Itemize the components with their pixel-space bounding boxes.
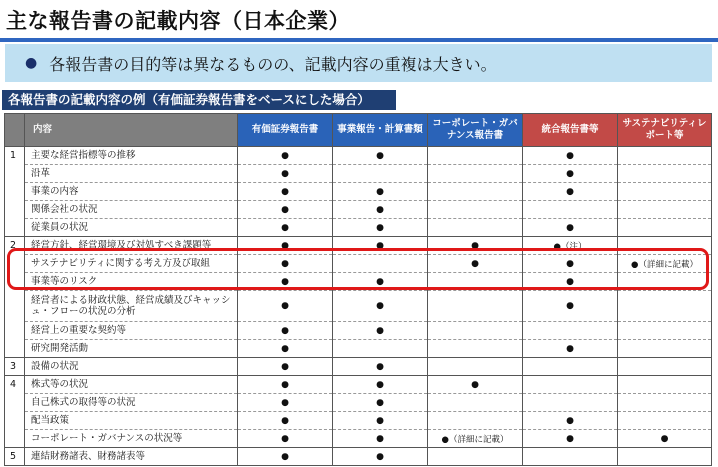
- cell-sustainability: [618, 183, 712, 201]
- bullet-icon: ●: [25, 55, 38, 71]
- cell-sustainability: [618, 147, 712, 165]
- cell-securities: ●: [238, 291, 333, 322]
- row-item: 経営上の重要な契約等: [25, 322, 238, 340]
- cell-sustainability: [618, 273, 712, 291]
- cell-business: ●: [333, 394, 428, 412]
- cell-securities: ●: [238, 183, 333, 201]
- header-business-report: 事業報告・計算書類: [333, 114, 428, 147]
- table-row: [5, 412, 712, 430]
- header-governance-report: コーポレート・ガバナンス報告書: [428, 114, 523, 147]
- cell-integrated: ●: [523, 412, 618, 430]
- table-row: [5, 237, 712, 255]
- row-item: サステナビリティに関する考え方及び取組: [25, 255, 238, 273]
- cell-governance: [428, 448, 523, 466]
- cell-integrated: ●: [523, 147, 618, 165]
- cell-sustainability: [618, 237, 712, 255]
- row-item: コーポレート・ガバナンスの状況等: [25, 430, 238, 448]
- table-caption: 各報告書の記載内容の例（有価証券報告書をベースにした場合）: [2, 90, 396, 110]
- header-sustainability-report: サステナビリティレポート等: [618, 114, 712, 147]
- cell-business: ●: [333, 291, 428, 322]
- cell-governance: ●: [428, 376, 523, 394]
- table-row: [5, 358, 712, 376]
- cell-securities: ●: [238, 237, 333, 255]
- table-row: [5, 201, 712, 219]
- row-number: 2: [5, 237, 25, 255]
- row-item: 沿革: [25, 165, 238, 183]
- table-row: [5, 376, 712, 394]
- cell-governance: [428, 165, 523, 183]
- cell-governance: [428, 340, 523, 358]
- cell-business: ●: [333, 376, 428, 394]
- header-integrated-report: 統合報告書等: [523, 114, 618, 147]
- cell-governance: [428, 183, 523, 201]
- cell-integrated: [523, 358, 618, 376]
- cell-governance: [428, 322, 523, 340]
- cell-integrated: ●: [523, 291, 618, 322]
- row-number: [5, 165, 25, 183]
- table-row: [5, 430, 712, 448]
- cell-business: ●: [333, 273, 428, 291]
- table-row: [5, 165, 712, 183]
- cell-integrated: ●: [523, 340, 618, 358]
- row-number: 1: [5, 147, 25, 165]
- cell-governance: [428, 273, 523, 291]
- cell-business: ●: [333, 358, 428, 376]
- title-underline: [0, 38, 718, 42]
- row-item: 経営方針、経営環境及び対処すべき課題等: [25, 237, 238, 255]
- cell-sustainability: ●（詳細に記載）: [618, 255, 712, 273]
- cell-securities: ●: [238, 219, 333, 237]
- row-number: [5, 291, 25, 322]
- row-item: 連結財務諸表、財務諸表等: [25, 448, 238, 466]
- cell-governance: ●（詳細に記載）: [428, 430, 523, 448]
- report-contents-table-wrap: [4, 113, 711, 463]
- row-item: 研究開発活動: [25, 340, 238, 358]
- cell-securities: ●: [238, 340, 333, 358]
- cell-governance: [428, 291, 523, 322]
- cell-governance: [428, 412, 523, 430]
- cell-integrated: [523, 376, 618, 394]
- cell-integrated: [523, 322, 618, 340]
- row-number: [5, 183, 25, 201]
- cell-governance: ●: [428, 237, 523, 255]
- row-number: 3: [5, 358, 25, 376]
- row-number: 4: [5, 376, 25, 394]
- summary-banner: [5, 44, 712, 82]
- cell-business: ●: [333, 219, 428, 237]
- cell-securities: ●: [238, 273, 333, 291]
- cell-securities: ●: [238, 201, 333, 219]
- header-number: [5, 114, 25, 147]
- cell-business: [333, 165, 428, 183]
- cell-governance: [428, 358, 523, 376]
- row-number: [5, 201, 25, 219]
- cell-sustainability: [618, 340, 712, 358]
- cell-business: ●: [333, 412, 428, 430]
- cell-business: ●: [333, 201, 428, 219]
- cell-sustainability: [618, 322, 712, 340]
- row-item: 株式等の状況: [25, 376, 238, 394]
- table-row: [5, 322, 712, 340]
- report-contents-table: [4, 113, 712, 466]
- row-number: [5, 219, 25, 237]
- cell-sustainability: [618, 201, 712, 219]
- cell-governance: [428, 219, 523, 237]
- table-row: [5, 219, 712, 237]
- cell-sustainability: [618, 394, 712, 412]
- cell-business: ●: [333, 448, 428, 466]
- cell-securities: ●: [238, 430, 333, 448]
- table-row: [5, 340, 712, 358]
- cell-integrated: [523, 394, 618, 412]
- cell-integrated: ●: [523, 183, 618, 201]
- table-row: [5, 255, 712, 273]
- cell-integrated: ●: [523, 219, 618, 237]
- row-number: [5, 340, 25, 358]
- table-row: [5, 291, 712, 322]
- summary-text: 各報告書の目的等は異なるものの、記載内容の重複は大きい。: [49, 54, 497, 74]
- cell-integrated: ●: [523, 273, 618, 291]
- cell-sustainability: [618, 291, 712, 322]
- cell-business: ●: [333, 183, 428, 201]
- cell-governance: ●: [428, 255, 523, 273]
- cell-governance: [428, 147, 523, 165]
- row-number: 5: [5, 448, 25, 466]
- cell-governance: [428, 201, 523, 219]
- table-row: [5, 394, 712, 412]
- cell-business: ●: [333, 237, 428, 255]
- row-item: 経営者による財政状態、経営成績及びキャッシュ・フローの状況の分析: [25, 291, 238, 322]
- cell-sustainability: [618, 219, 712, 237]
- table-row: [5, 147, 712, 165]
- cell-securities: ●: [238, 376, 333, 394]
- row-item: 事業の内容: [25, 183, 238, 201]
- cell-integrated: [523, 201, 618, 219]
- row-item: 主要な経営指標等の推移: [25, 147, 238, 165]
- header-securities-report: 有価証券報告書: [238, 114, 333, 147]
- row-number: [5, 255, 25, 273]
- cell-integrated: ●: [523, 430, 618, 448]
- row-item: 配当政策: [25, 412, 238, 430]
- row-item: 従業員の状況: [25, 219, 238, 237]
- cell-integrated: [523, 448, 618, 466]
- cell-securities: ●: [238, 255, 333, 273]
- cell-securities: ●: [238, 147, 333, 165]
- cell-securities: ●: [238, 322, 333, 340]
- cell-business: [333, 340, 428, 358]
- cell-sustainability: [618, 358, 712, 376]
- cell-sustainability: [618, 376, 712, 394]
- cell-sustainability: ●: [618, 430, 712, 448]
- row-number: [5, 430, 25, 448]
- row-item: 関係会社の状況: [25, 201, 238, 219]
- row-number: [5, 273, 25, 291]
- cell-business: ●: [333, 322, 428, 340]
- header-item: 内容: [25, 114, 238, 147]
- cell-sustainability: [618, 165, 712, 183]
- cell-integrated: ●（注）: [523, 237, 618, 255]
- row-item: 事業等のリスク: [25, 273, 238, 291]
- cell-governance: [428, 394, 523, 412]
- table-row: [5, 448, 712, 466]
- cell-business: [333, 255, 428, 273]
- cell-securities: ●: [238, 448, 333, 466]
- cell-business: ●: [333, 430, 428, 448]
- row-number: [5, 412, 25, 430]
- row-number: [5, 322, 25, 340]
- row-item: 設備の状況: [25, 358, 238, 376]
- table-row: [5, 183, 712, 201]
- page-title: 主な報告書の記載内容（日本企業）: [6, 9, 350, 33]
- cell-business: ●: [333, 147, 428, 165]
- cell-securities: ●: [238, 394, 333, 412]
- header-row: [5, 114, 712, 147]
- cell-securities: ●: [238, 165, 333, 183]
- table-row: [5, 273, 712, 291]
- cell-securities: ●: [238, 358, 333, 376]
- row-number: [5, 394, 25, 412]
- row-item: 自己株式の取得等の状況: [25, 394, 238, 412]
- cell-sustainability: [618, 412, 712, 430]
- cell-sustainability: [618, 448, 712, 466]
- cell-integrated: ●: [523, 165, 618, 183]
- cell-integrated: ●: [523, 255, 618, 273]
- cell-securities: ●: [238, 412, 333, 430]
